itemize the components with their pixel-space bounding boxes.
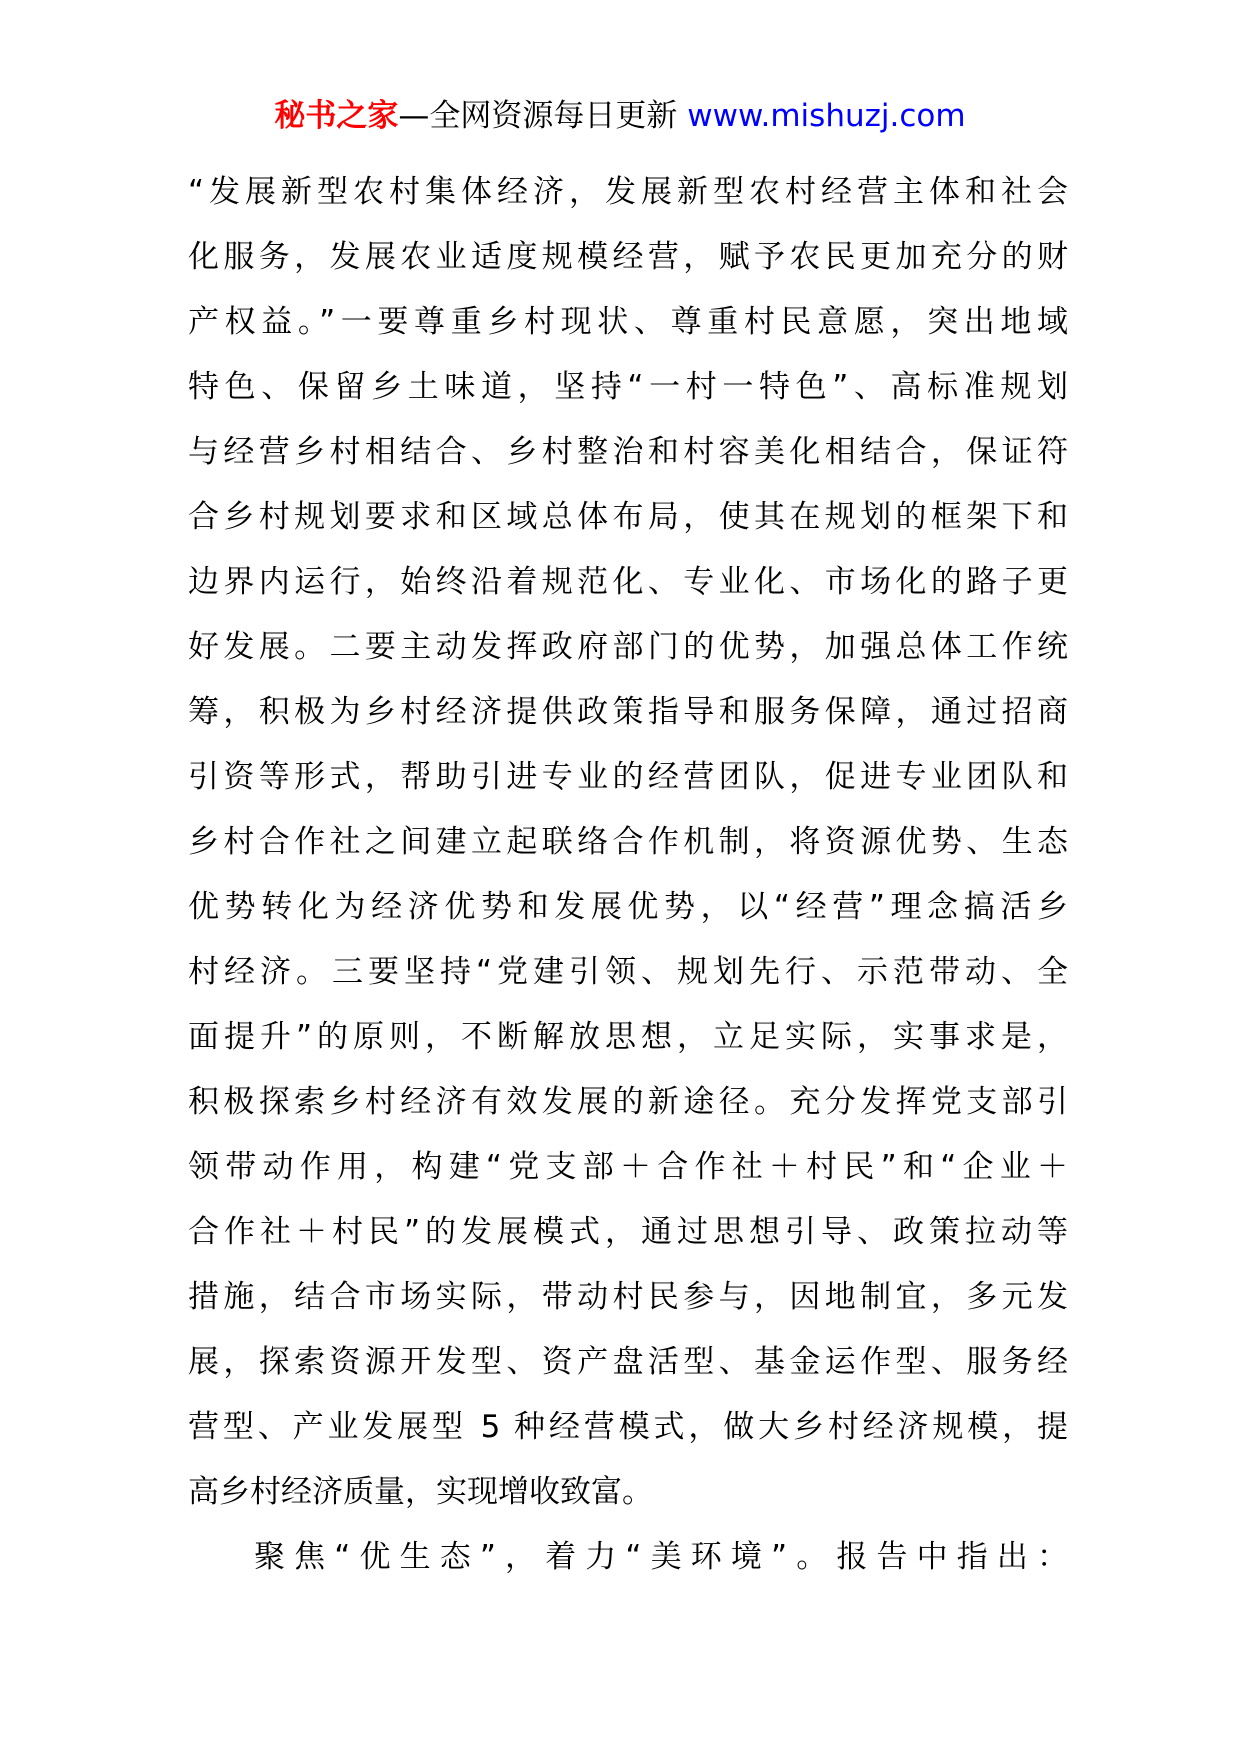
text-line: 措施，结合市场实际，带动村民参与，因地制宜，多元发 (188, 1279, 1068, 1315)
text-line: 领带动作用，构建“党支部＋合作社＋村民”和“企业＋ (188, 1149, 1068, 1185)
document-body (188, 160, 1068, 1590)
text-line: 面提升”的原则，不断解放思想，立足实际，实事求是， (188, 1019, 1068, 1055)
text-line: 合作社＋村民”的发展模式，通过思想引导、政策拉动等 (188, 1214, 1068, 1250)
text-line: 好发展。二要主动发挥政府部门的优势，加强总体工作统 (188, 629, 1068, 665)
text-line: 筹，积极为乡村经济提供政策指导和服务保障，通过招商 (188, 694, 1068, 730)
text-line: “发展新型农村集体经济，发展新型农村经营主体和社会 (188, 174, 1068, 210)
site-url-link[interactable]: www.mishuzj.com (687, 98, 966, 134)
text-line: 合乡村规划要求和区域总体布局，使其在规划的框架下和 (188, 499, 1068, 535)
paragraph-1 (188, 160, 1068, 1525)
text-line: 展，探索资源开发型、资产盘活型、基金运作型、服务经 (188, 1344, 1068, 1380)
text-line: 产权益。”一要尊重乡村现状、尊重村民意愿，突出地域 (188, 304, 1068, 340)
text-line: 乡村合作社之间建立起联络合作机制，将资源优势、生态 (188, 824, 1068, 860)
text-line: 积极探索乡村经济有效发展的新途径。充分发挥党支部引 (188, 1084, 1068, 1120)
header-tagline: —全网资源每日更新 (398, 98, 688, 134)
brand-name: 秘书之家 (274, 98, 399, 134)
text-line: 边界内运行，始终沿着规范化、专业化、市场化的路子更 (188, 564, 1068, 600)
text-line-last: 高乡村经济质量，实现增收致富。 (188, 1474, 653, 1510)
text-line: 特色、保留乡土味道，坚持“一村一特色”、高标准规划 (188, 369, 1068, 405)
paragraph-2 (188, 1525, 1068, 1590)
text-line: 村经济。三要坚持“党建引领、规划先行、示范带动、全 (188, 954, 1068, 990)
text-line: 营型、产业发展型 5 种经营模式，做大乡村经济规模，提 (188, 1409, 1068, 1445)
text-line: 优势转化为经济优势和发展优势，以“经营”理念搞活乡 (188, 889, 1068, 925)
text-line: 引资等形式，帮助引进专业的经营团队，促进专业团队和 (188, 759, 1068, 795)
text-line: 与经营乡村相结合、乡村整治和村容美化相结合，保证符 (188, 434, 1068, 470)
site-header-banner (0, 96, 1240, 136)
text-line-indented: 聚焦“优生态”，着力“美环境”。报告中指出： (254, 1539, 1068, 1575)
text-line: 化服务，发展农业适度规模经营，赋予农民更加充分的财 (188, 239, 1068, 275)
